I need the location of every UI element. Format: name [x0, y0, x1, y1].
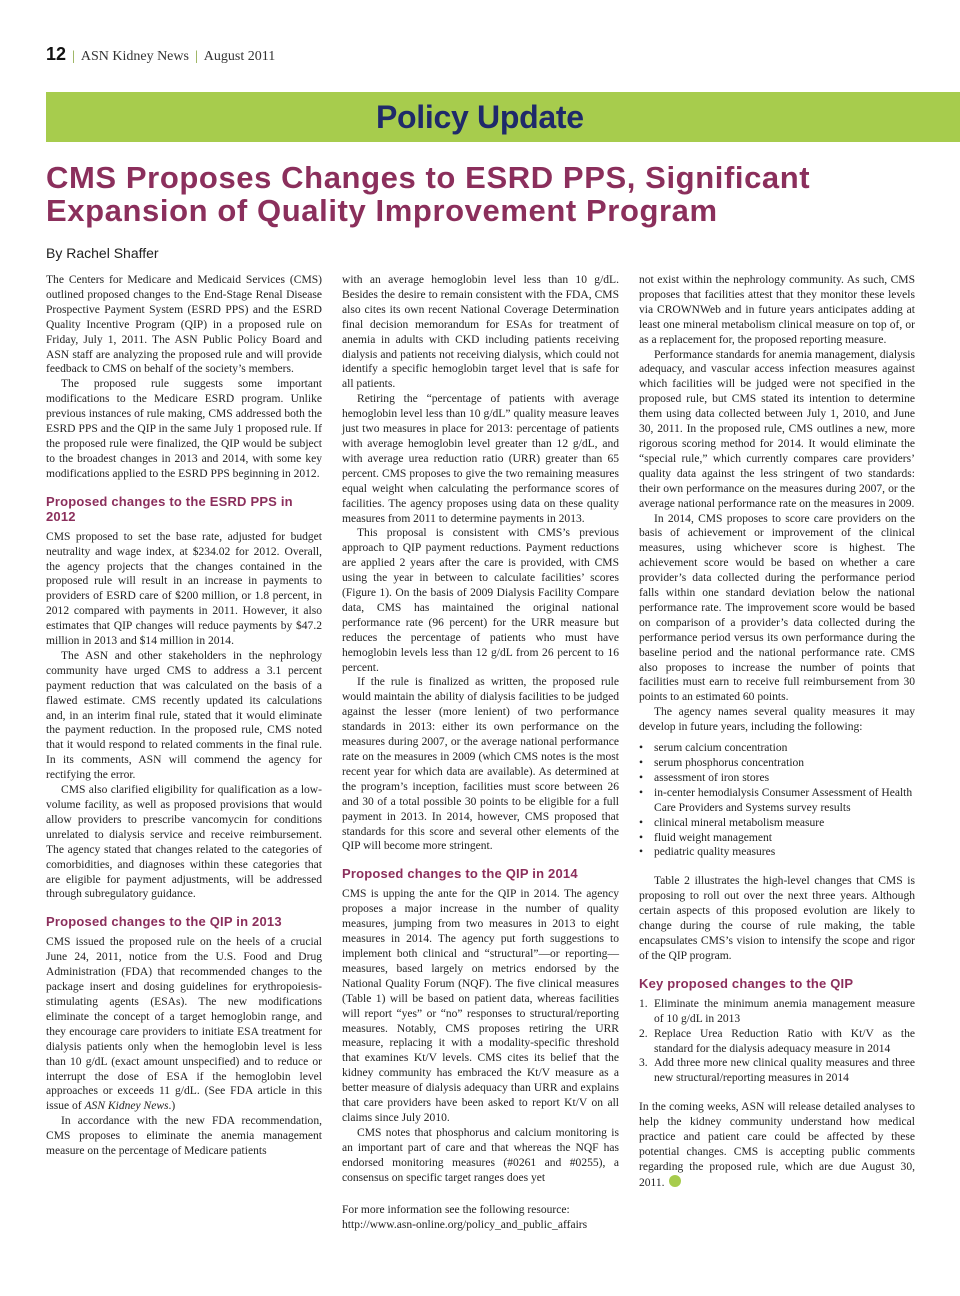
- paragraph-text: .): [168, 1100, 176, 1113]
- resource-link[interactable]: http://www.asn-online.org/policy_and_public_affairs: [342, 1219, 588, 1232]
- paragraph-text: CMS issued the proposed rule on the heels of a crucial June 24, 2011, notice from the U.S. Food and Drug Administration (FDA) that recommended changes to the package insert and dosing guidelines for erythropoiesis-stimulating agents (ESAs). The new modifications eliminate the concept of a target hemoglobin range, and they encourage care providers to initiate ESA treatment for dialysis patients only when the hemoglobin level is less than 10 g/dL (exact amount unspecified) and to reduce or interrupt the dose of ESA if the hemoglobin level approaches or exceeds 11 g/dL. (See FDA article in this issue of: [46, 936, 322, 1113]
- list-text: Replace Urea Reduction Ratio with Kt/V as the standard for the dialysis adequacy measure in 2014: [654, 1027, 915, 1055]
- future-measures-list: [639, 741, 915, 860]
- list-item: • pediatric quality measures: [654, 845, 915, 860]
- list-item: [639, 997, 915, 1027]
- header-separator: |: [194, 49, 198, 64]
- paragraph: The agency names several quality measures it may develop in future years, including the following:: [639, 706, 915, 734]
- paragraph: not exist within the nephrology community. As such, CMS proposes that facilities attest that they monitor these levels via CROWNWeb and in future years anticipates adding at least one mineral metabolism clinical measure on top of, or as a replacement for, the proposed reporting measure.: [639, 274, 915, 346]
- list-item: • fluid weight management: [654, 831, 915, 846]
- list-number: 2.: [639, 1027, 648, 1040]
- section-label: Policy Update: [376, 99, 584, 135]
- byline: By Rachel Shaffer: [46, 245, 159, 261]
- column-3: [639, 273, 915, 1191]
- paragraph: Table 2 illustrates the high-level changes that CMS is proposing to roll out over the next three years. Although certain aspects of this proposed evolution are likely to change during the course of rule making, the table encapsulates CMS’s vision to intensify the scope and rigor of the QIP program.: [639, 875, 915, 962]
- paragraph: The Centers for Medicare and Medicaid Services (CMS) outlined proposed changes to the End-Stage Renal Disease Prospective Payment System (ESRD PPS) and the ESRD Quality Incentive Program (QIP) in a proposed rule on Friday, July 1, 2011. The ASN Public Policy Board and ASN staff are analyzing the proposed rule and will provide feedback to CMS on behalf of the society’s members.: [46, 274, 322, 376]
- running-header: [46, 44, 275, 65]
- page-number: 12: [46, 44, 67, 64]
- list-text: Add three more new clinical quality measures and three new structural/reporting measures in 2014: [654, 1057, 915, 1085]
- paragraph: [46, 935, 322, 1114]
- publication-reference: ASN Kidney News: [84, 1100, 169, 1113]
- article-title: CMS Proposes Changes to ESRD PPS, Significant Expansion of Quality Improvement Program: [46, 160, 811, 228]
- section-heading: Key proposed changes to the QIP: [639, 975, 854, 991]
- paragraph: Performance standards for anemia management, dialysis adequacy, and vascular access infection measures against which facilities will be judged were not specified in the proposed rule, but CMS stated its intention to determine them using data collected between July 1, 2010, and June 30, 2011. In the proposed rule, CMS outlines a new, more rigorous scoring method for 2014. It would eliminate the “special rule,” which currently compares care providers’ quality data against the less stringent of two standards: their own performance on the measures during 2007, or the average national performance rate on the measures in 2009.: [639, 348, 915, 510]
- paragraph: Retiring the “percentage of patients with average hemoglobin level less than 10 g/dL” quality measure leaves just two measures in place for 2013: percentage of patients with average hemoglobin level greater than 12 g/dL, and with average urea reduction ratio (URR) greater than 65 percent. CMS proposes to give the two remaining measures equal weight when calculating the performance scores of facilities. The agency proposes using data on these quality measures from 2011 to determine payments in 2013.: [342, 393, 619, 525]
- paragraph: The ASN and other stakeholders in the nephrology community have urged CMS to address a 3.1 percent payment reduction that was calculated on the basis of a flawed estimate. CMS recently updated its calculations and, in an interim final rule, stated that it would eliminate the payment reduction. In the proposed rule, CMS noted that it would respond to related comments in the final rule. In its comments, ASN will commend the agency for rectifying the error.: [46, 649, 322, 782]
- list-item: [639, 1027, 915, 1057]
- section-heading: Proposed changes to the QIP in 2013: [46, 914, 282, 930]
- resource-note: [342, 1203, 619, 1233]
- paragraph: with an average hemoglobin level less than 10 g/dL. Besides the desire to remain consistent with the FDA, CMS also cites its own recent National Coverage Determination final decision memorandum for ESAs for treatment of anemia in adults with CKD including patients receiving dialysis and patients not receiving dialysis, which could not identify a specific hemoglobin target level that is safe for all patients.: [342, 274, 619, 391]
- paragraph: In accordance with the new FDA recommendation, CMS proposes to eliminate the anemia management measure on the percentage of Medicare patients: [46, 1115, 322, 1158]
- column-2: [342, 273, 619, 1233]
- section-banner: [46, 92, 960, 142]
- paragraph: If the rule is finalized as written, the proposed rule would maintain the ability of dialysis facilities to be judged against the lesser (more lenient) of two performance standards in 2013: either its own performance on the measures during 2007, or the average national performance rate on the measures in 2009 (which CMS notes is the most recent year for which data are available). As determined at the program’s inception, facilities must score between 26 and 30 of a total possible 30 points to be eligible for a full payment in 2013. In 2014, however, CMS proposed that standards for this score and several other elements of the QIP will become more stringent.: [342, 676, 619, 853]
- header-separator: |: [72, 49, 75, 64]
- paragraph: In 2014, CMS proposes to score care providers on the basis of achievement or improvement of the clinical measures, using whichever score is highest. The achievement score would be based on whether a care provider’s data collected during the performance period falls within one standard deviation below the national performance rate. The improvement score would be based on comparison of a provider’s data collected during the performance period versus its own performance during the baseline period and the national performance rate. CMS also proposes to increase the number of points that facilities must earn to receive full reimbursement from 30 points to an estimated 60 points.: [639, 512, 915, 704]
- list-item: • serum calcium concentration: [654, 741, 915, 756]
- list-item: [639, 1056, 915, 1086]
- paragraph-text: In the coming weeks, ASN will release detailed analyses to help the kidney community understand how medical practice and patient care could be affected by these potential changes. CMS is accepting public comments regarding the proposed rule, which are due August 30, 2011.: [639, 1101, 915, 1189]
- key-changes-list: [639, 997, 915, 1086]
- paragraph: This proposal is consistent with CMS’s previous approach to QIP payment reductions. Payment reductions are applied 2 years after the care is provided, with CMS using the year in between to calculate facilities’ scores (Figure 1). On the basis of 2009 Dialysis Facility Compare data, CMS has maintained the original national performance rate (96 percent) for the URR measure but reduces the percentage of patients who must have hemoglobin levels less than 12 g/dL from 26 percent to 16 percent.: [342, 527, 619, 674]
- section-heading: Proposed changes to the QIP in 2014: [342, 866, 578, 882]
- publication-name: ASN Kidney News: [80, 49, 189, 64]
- end-of-article-dot-icon: [669, 1175, 681, 1187]
- section-heading: Proposed changes to the ESRD PPS in 2012: [46, 493, 293, 524]
- list-number: 3.: [639, 1057, 648, 1070]
- paragraph: CMS proposed to set the base rate, adjusted for budget neutrality and wage index, at $234.02 for 2012. Overall, the agency projects that the changes contained in the proposed rule will result in an increase in payments to providers of ESRD care of $200 million, or 1.8 percent, in 2012 compared with payments in 2011. However, it also estimates that QIP changes will reduce payments by $47.2 million in 2013 and $14 million in 2014.: [46, 530, 322, 648]
- column-1: [46, 273, 322, 1159]
- list-text: Eliminate the minimum anemia management measure of 10 g/dL in 2013: [654, 997, 915, 1025]
- list-item: • clinical mineral metabolism measure: [654, 816, 915, 831]
- list-item: • in-center hemodialysis Consumer Assessment of Health Care Providers and Systems survey results: [654, 786, 915, 816]
- list-number: 1.: [639, 997, 648, 1010]
- list-item: • serum phosphorus concentration: [654, 756, 915, 771]
- issue-date: August 2011: [203, 49, 276, 64]
- paragraph: CMS also clarified eligibility for qualification as a low-volume facility, as well as proposed provisions that would allow providers to prescribe vancomycin for conditions unrelated to dialysis service and receive reimbursement. The agency stated that changes related to the categories of comorbidities, and diagnoses within these categories that are eligible for payment adjustments, will be addressed through subregulatory guidance.: [46, 784, 322, 901]
- resource-intro: For more information see the following resource:: [342, 1204, 570, 1217]
- paragraph: The proposed rule suggests some important modifications to the Medicare ESRD program. Unlike previous instances of rule making, CMS addressed both the ESRD PPS and the QIP in the same July 1 proposed rule. If the proposed rule were finalized, the QIP would be subject to the broadest changes in 2013 and 2014, with some key modifications applied to the ESRD PPS beginning in 2012.: [46, 378, 322, 480]
- paragraph: [639, 1100, 915, 1190]
- list-item: • assessment of iron stores: [654, 771, 915, 786]
- paragraph: CMS notes that phosphorus and calcium monitoring is an important part of care and that whereas the NQF has endorsed monitoring measures (#0261 and #0255), a consensus on specific target ranges does yet: [342, 1126, 619, 1184]
- paragraph: CMS is upping the ante for the QIP in 2014. The agency proposes a major increase in the number of quality measures, jumping from two measures in 2013 to eight measures in 2014. The agency put forth suggestions to implement both clinical and “structural”—or reporting—measures, based largely on metrics endorsed by the National Quality Forum (NQF). The five clinical measures (Table 1) will be based on patient data, whereas facilities will report “yes” or “no” responses to structural/reporting measures. Notably, CMS proposes retiring the URR measure, replacing it with a modality-specific threshold that examines Kt/V levels. CMS cites its belief that the kidney community has embraced the Kt/V measure as a better measure of dialysis adequacy than URR and explains that care providers have been asked to report Kt/V on all claims since July 2010.: [342, 888, 619, 1124]
